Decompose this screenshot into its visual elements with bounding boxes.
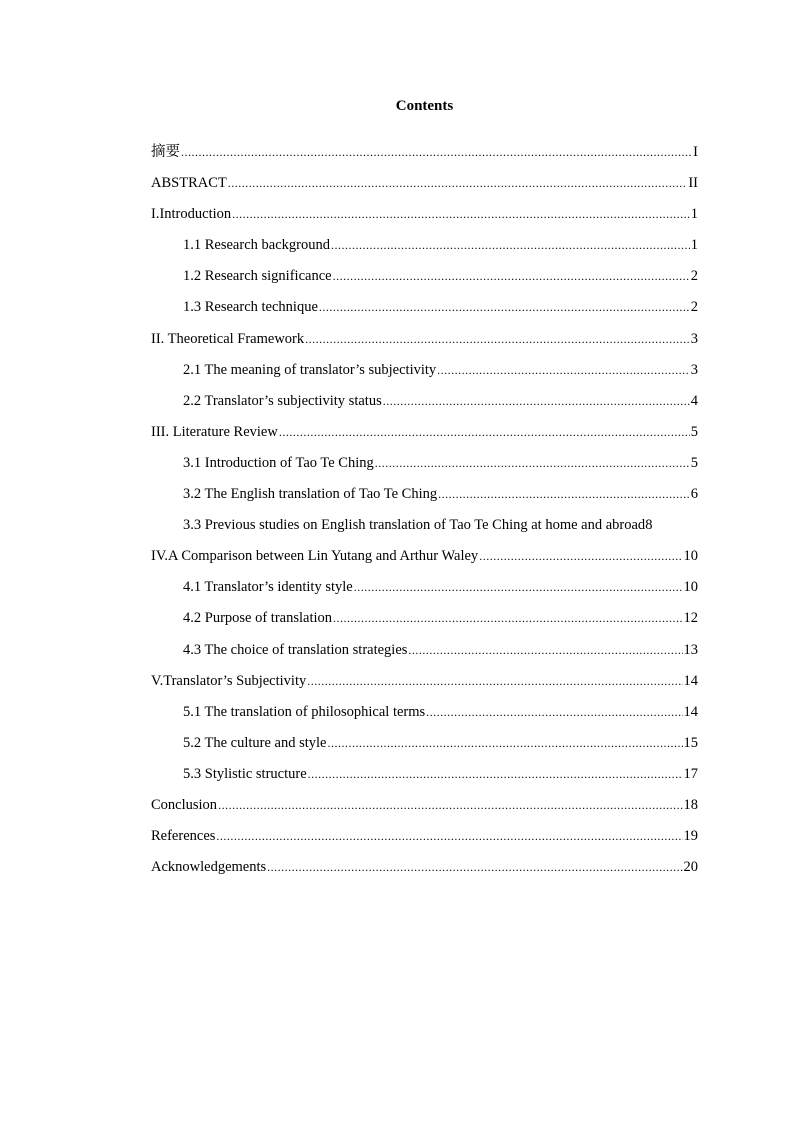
toc-entry[interactable] [151, 640, 698, 671]
toc-entry[interactable] [151, 453, 698, 484]
toc-dot-leader [438, 484, 690, 504]
toc-dot-leader [279, 422, 690, 442]
toc-dot-leader [333, 266, 690, 286]
toc-entry-label: 4.1 Translator’s identity style [183, 579, 353, 596]
toc-entry-label: V.Translator’s Subjectivity [151, 672, 307, 689]
toc-entry-page: 4 [690, 392, 698, 409]
toc-entry[interactable] [151, 204, 698, 235]
toc-entry-page: 3 [690, 330, 698, 347]
toc-dot-leader [328, 733, 683, 753]
toc-entry-label: 摘要 [151, 144, 180, 160]
toc-entry[interactable] [151, 764, 698, 795]
toc-entry-page: 13 [683, 641, 698, 658]
toc-entry-page: 2 [690, 268, 698, 285]
toc-entry-label: 4.3 The choice of translation strategies [183, 641, 408, 658]
toc-entry-label: 1.2 Research significance [183, 268, 332, 285]
toc-entry-label: ABSTRACT [151, 175, 227, 192]
toc-entry-label: Conclusion [151, 796, 218, 813]
toc-entry[interactable] [151, 826, 698, 857]
toc-dot-leader [267, 857, 682, 877]
toc-entry-page: 6 [690, 486, 698, 503]
toc-entry-page: 1 [690, 237, 698, 254]
toc-entry[interactable] [151, 142, 698, 173]
toc-entry[interactable] [151, 484, 698, 515]
toc-entry[interactable] [151, 173, 698, 204]
toc-entry[interactable] [151, 546, 698, 577]
toc-entry-label: 3.2 The English translation of Tao Te Ching [183, 486, 438, 503]
toc-entry-label: 2.2 Translator’s subjectivity status [183, 392, 382, 409]
toc-entry[interactable] [151, 702, 698, 733]
toc-entry-label: I.Introduction [151, 206, 232, 223]
toc-entry[interactable] [151, 266, 698, 297]
toc-entry-page: 10 [683, 579, 698, 596]
toc-dot-leader [437, 360, 690, 380]
toc-dot-leader [426, 702, 682, 722]
toc-entry-page: 3 [690, 361, 698, 378]
toc-entry-label: 3.3 Previous studies on English translation of Tao Te Ching at home and abroad [183, 517, 646, 534]
toc-entry-page: 5 [690, 454, 698, 471]
toc-entry-label: III. Literature Review [151, 423, 278, 440]
toc-entry[interactable] [151, 795, 698, 826]
toc-entry[interactable] [151, 297, 698, 328]
toc-entry[interactable] [151, 577, 698, 608]
toc-entry[interactable] [151, 608, 698, 639]
toc-entry-label: Acknowledgements [151, 859, 267, 876]
toc-entry-label: 1.1 Research background [183, 237, 330, 254]
toc-dot-leader [218, 795, 682, 815]
table-of-contents [151, 142, 698, 888]
toc-entry-page: 17 [683, 765, 698, 782]
toc-dot-leader [232, 204, 690, 224]
toc-dot-leader [375, 453, 690, 473]
toc-entry-label: II. Theoretical Framework [151, 330, 305, 347]
toc-dot-leader [408, 640, 682, 660]
toc-entry-page: 14 [683, 672, 698, 689]
toc-entry-label: IV.A Comparison between Lin Yutang and Arthur Waley [151, 548, 479, 565]
toc-entry-label: 3.1 Introduction of Tao Te Ching [183, 454, 374, 471]
toc-entry-label: 2.1 The meaning of translator’s subjectivity [183, 361, 437, 378]
toc-entry-page: 15 [683, 734, 698, 751]
toc-entry[interactable] [151, 857, 698, 888]
toc-dot-leader [307, 671, 682, 691]
toc-entry-page: 10 [683, 548, 698, 565]
toc-dot-leader [216, 826, 682, 846]
toc-dot-leader [308, 764, 683, 784]
toc-entry-page: II [688, 175, 698, 192]
toc-entry[interactable] [151, 391, 698, 422]
page-title: Contents [395, 98, 454, 114]
toc-dot-leader [228, 173, 688, 193]
toc-dot-leader [333, 608, 682, 628]
toc-entry-page: 2 [690, 299, 698, 316]
toc-dot-leader [319, 297, 690, 317]
toc-entry-label: 1.3 Research technique [183, 299, 318, 316]
toc-entry-page: I [693, 144, 698, 160]
toc-entry-label: 5.1 The translation of philosophical terms [183, 703, 426, 720]
toc-entry[interactable] [151, 329, 698, 360]
toc-entry[interactable] [151, 235, 698, 266]
toc-entry-page: 8 [645, 517, 653, 534]
toc-dot-leader [181, 142, 692, 162]
toc-dot-leader [354, 577, 683, 597]
toc-entry-page: 1 [690, 206, 698, 223]
toc-entry-page: 19 [683, 828, 698, 845]
toc-entry-page: 14 [683, 703, 698, 720]
toc-entry-page: 12 [683, 610, 698, 627]
toc-entry-label: 5.2 The culture and style [183, 734, 327, 751]
toc-entry-page: 20 [683, 859, 698, 876]
toc-dot-leader [479, 546, 682, 566]
toc-entry-page: 18 [683, 796, 698, 813]
toc-entry[interactable] [151, 733, 698, 764]
toc-dot-leader [383, 391, 690, 411]
toc-entry[interactable] [151, 422, 698, 453]
toc-dot-leader [305, 329, 690, 349]
toc-entry[interactable] [151, 515, 698, 546]
toc-entry-label: 5.3 Stylistic structure [183, 765, 307, 782]
toc-entry-label: References [151, 828, 216, 845]
toc-entry[interactable] [151, 671, 698, 702]
toc-dot-leader [331, 235, 690, 255]
toc-entry-label: 4.2 Purpose of translation [183, 610, 333, 627]
toc-entry-page: 5 [690, 423, 698, 440]
toc-entry[interactable] [151, 360, 698, 391]
